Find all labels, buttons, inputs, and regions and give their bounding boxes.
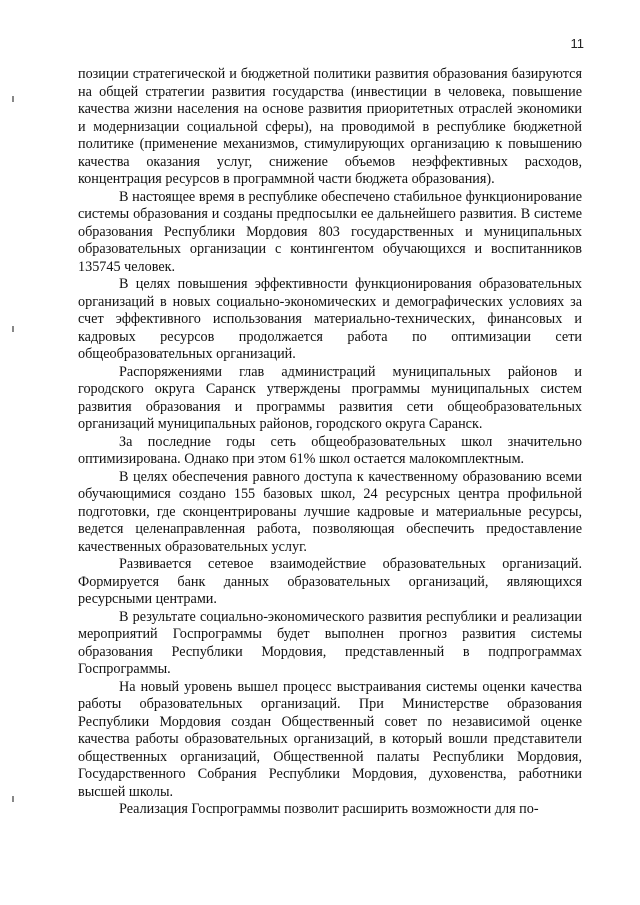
margin-mark (12, 96, 14, 102)
margin-mark (12, 796, 14, 802)
paragraph: В настоящее время в республике обеспечено стабильное функционирование системы образования и созданы предпосылки ее дальнейшего развития. В системе образования Республики Мордовия 803 государственных и муниципальных образовательных организации с контингентом обучающихся и воспитанников 135745 человек. (78, 188, 582, 275)
paragraph: На новый уровень вышел процесс выстраивания системы оценки качества работы образовательных организаций. При Министерстве образования Республики Мордовия создан Общественный совет по независимой оценке качества работы образовательных организаций, в который вошли представители общественных организаций, Общественной палаты Республики Мордовия, Государственного Собрания Республики Мордовия, духовенства, работники высшей школы. (78, 678, 582, 800)
margin-mark (12, 326, 14, 332)
paragraph: Распоряжениями глав администраций муниципальных районов и городского округа Саранск утверждены программы муниципальных систем развития образования и программы развития сети общеобразовательных организаций муниципальных районов, городского округа Саранск. (78, 363, 582, 432)
paragraph: За последние годы сеть общеобразовательных школ значительно оптимизирована. Однако при этом 61% школ остается малокомплектным. (78, 433, 582, 467)
document-body (78, 66, 582, 819)
page-number: 11 (570, 36, 584, 51)
paragraph: Развивается сетевое взаимодействие образовательных организаций. Формируется банк данных образовательных организаций, являющихся ресурсными центрами. (78, 556, 582, 607)
paragraph-continuation: позиции стратегической и бюджетной политики развития образования базируются на общей стратегии развития государства (инвестиции в человека, повышение качества жизни населения на основе развития приоритетных отраслей экономики и модернизации социальной сферы), на проводимой в республике бюджетной политике (применение механизмов, стимулирующих организацию к повышению качества оказания услуг, снижение объемов неэффективных расходов, концентрация ресурсов в программной части бюджета образования). (78, 66, 582, 187)
paragraph: В целях обеспечения равного доступа к качественному образованию всеми обучающимися создано 155 базовых школ, 24 ресурсных центра профильной подготовки, где сконцентрированы лучшие кадровые и материальные ресурсы, ведется целенаправленная работа, позволяющая обеспечить предоставление качественных образовательных услуг. (78, 468, 582, 555)
paragraph: В результате социально-экономического развития республики и реализации мероприятий Госпрограммы будет выполнен прогноз развития системы образования Республики Мордовия, представленный в подпрограммах Госпрограммы. (78, 608, 582, 677)
paragraph: Реализация Госпрограммы позволит расширить возможности для по- (119, 801, 539, 817)
paragraph: В целях повышения эффективности функционирования образовательных организаций в новых социально-экономических и демографических условиях за счет эффективного использования материально-технических, финансовых и кадровых ресурсов продолжается работа по оптимизации сети общеобразовательных организаций. (78, 276, 582, 362)
